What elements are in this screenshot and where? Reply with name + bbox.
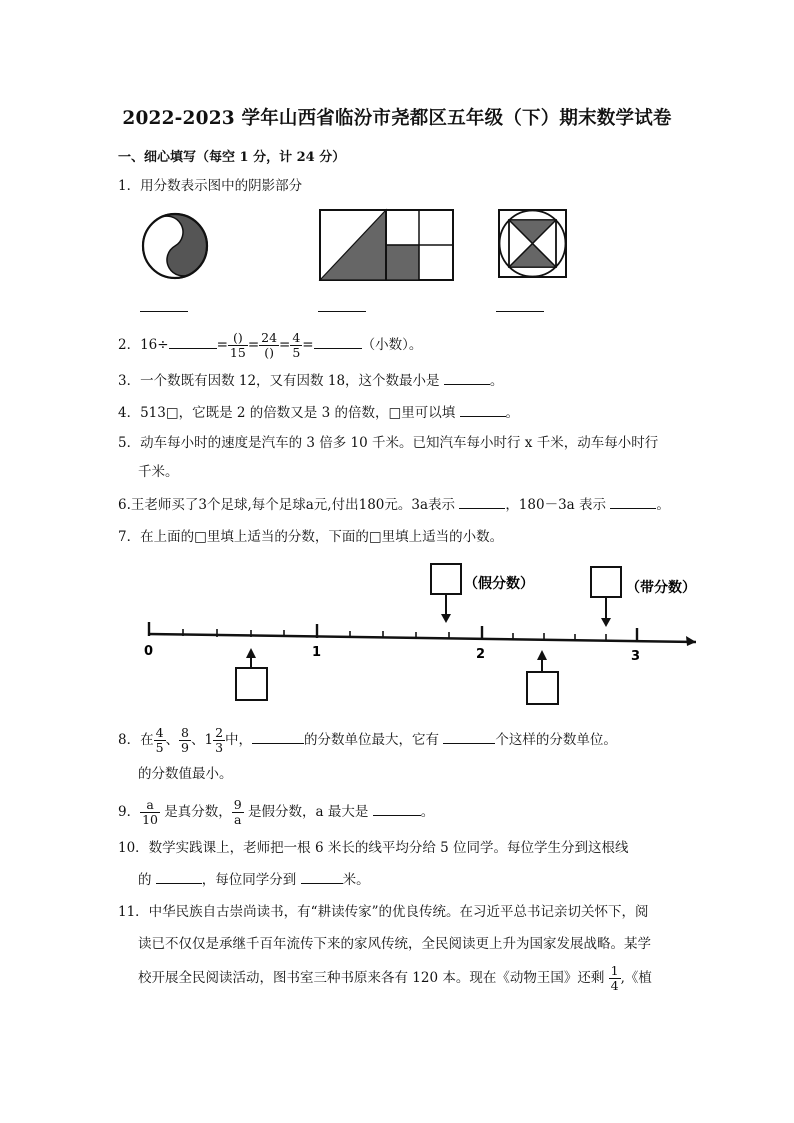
tick-label: 3 [631,649,641,664]
question-5-line2: 千米。 [138,464,179,480]
question-9 [118,798,434,827]
question-11-line1: 11．中华民族自古崇尚读书，有“耕读传家”的优良传统。在习近平总书记亲切关怀下，阅 [118,904,649,920]
tick-label: 1 [312,645,322,660]
answer-blank-3[interactable] [444,370,490,385]
answer-blank-2b[interactable] [314,334,362,349]
question-10-line2 [138,869,370,890]
answer-blank-1a[interactable] [140,311,188,312]
fraction: $\frac{()}{15}$ [229,330,246,360]
q10-text-b: ，每位同学分到 [201,872,297,888]
q2-prefix: 2．16÷ [118,337,169,353]
label-improper-fraction: （假分数） [464,576,534,592]
figure-rectangle-grid [319,209,455,282]
q9-text2: 是假分数，a 最大是 [248,804,369,820]
answer-blank-8b[interactable] [443,729,495,744]
q9-prefix: 9． [118,804,141,820]
question-1: 1．用分数表示图中的阴影部分 [118,178,303,194]
q4-text: 4．513□，它既是 2 的倍数又是 3 的倍数，□里可以填 [118,405,456,421]
answer-blank-9[interactable] [373,801,421,816]
fraction: $\frac{9}{a}$ [233,797,242,827]
answer-blank-1b[interactable] [318,311,366,312]
answer-blank-8a[interactable] [252,729,304,744]
fraction: $\frac{8}{9}$ [181,725,189,755]
question-6 [118,494,670,515]
q9-text1: 是真分数， [164,804,232,820]
q6-text-b: ，180－3a 表示 [505,497,607,513]
question-5-line1: 5．动车每小时的速度是汽车的 3 倍多 10 千米。已知汽车每小时行 x 千米，动车每小时行 [118,435,659,451]
question-2 [118,331,422,360]
equals-sign: = [302,337,314,353]
fraction: $\frac{2}{3}$ [215,725,224,755]
q2-suffix: （小数）。 [361,337,423,353]
answer-blank-1c[interactable] [496,311,544,312]
figure-square-circle [498,209,568,279]
answer-blank-6b[interactable] [610,494,656,509]
answer-blank-2a[interactable] [169,334,217,349]
section-heading: 一、细心填写（每空 1 分，计 24 分） [118,150,346,165]
q10-text-a: 的 [138,872,152,888]
q8-prefix: 8．在 [118,732,154,748]
answer-blank-4[interactable] [460,402,506,417]
equals-sign: = [216,337,228,353]
label-mixed-number: （带分数） [626,580,696,596]
number-line [140,560,700,710]
answer-blank-10a[interactable] [156,869,202,884]
q3-end: 。 [489,373,504,389]
q11-text: 校开展全民阅读活动，图书室三种书原来各有 120 本。现在《动物王国》还剩 [138,970,605,986]
question-3 [118,370,503,391]
q6-end: 。 [656,497,670,513]
fraction: $\frac{a}{10}$ [142,797,158,827]
q10-text-c: 米。 [342,872,370,888]
q4-end: 。 [505,405,520,421]
equals-sign: = [279,337,291,353]
answer-blank-10b[interactable] [301,869,343,884]
q8-text2: 的分数单位最大，它有 [304,732,440,748]
answer-blank-6a[interactable] [459,494,505,509]
equals-sign: = [247,337,260,353]
question-7: 7．在上面的□里填上适当的分数，下面的□里填上适当的小数。 [118,529,504,545]
q3-text: 3．一个数既有因数 12，又有因数 18，这个数最小是 [118,373,440,389]
question-4 [118,402,519,423]
question-8-line2: 的分数值最小。 [138,766,233,782]
page-title: 2022-2023 学年山西省临汾市尧都区五年级（下）期末数学试卷 [122,108,672,129]
mixed-whole: 1 [204,732,214,748]
fraction: $\frac{4}{5}$ [292,330,301,360]
q11-tail: ,《植 [620,970,652,986]
q8-mid: 中， [225,732,253,748]
separator: 、 [191,732,205,748]
q8-text3: 个这样的分数单位。 [495,732,617,748]
q6-text-a: 6.王老师买了3个足球,每个足球a元,付出180元。3a表示 [118,497,456,513]
separator: 、 [165,732,180,748]
question-8 [118,726,617,755]
fraction: $\frac{1}{4}$ [610,963,619,993]
figure-circle-swirl [140,212,210,280]
q9-end: 。 [420,804,435,820]
question-10-line1: 10．数学实践课上，老师把一根 6 米长的线平均分给 5 位同学。每位学生分到这根线 [118,840,629,856]
fraction: $\frac{24}{()}$ [261,330,278,360]
tick-label: 0 [144,644,154,659]
tick-label: 2 [476,647,486,662]
fraction: $\frac{4}{5}$ [155,725,164,755]
question-11-line2: 读已不仅仅是承继千百年流传下来的家风传统，全民阅读更上升为国家发展战略。某学 [138,936,651,952]
question-11-line3 [138,964,652,993]
